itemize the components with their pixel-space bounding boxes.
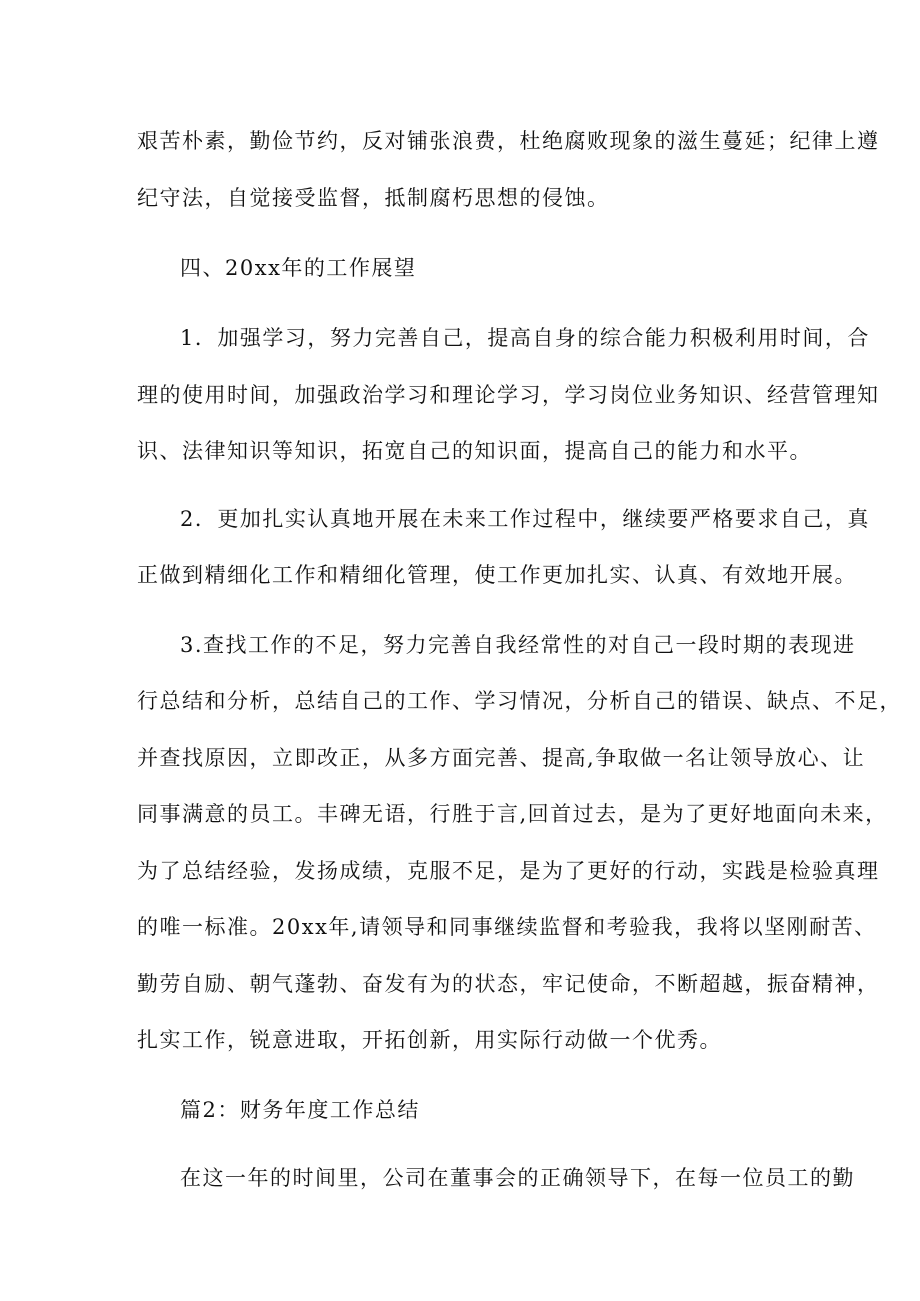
text-line: 扎实工作，锐意进取，开拓创新，用实际行动做一个优秀。 <box>137 1028 722 1052</box>
text-line: 为了总结经验，发扬成绩，克服不足，是为了更好的行动，实践是检验真理 <box>137 859 880 883</box>
text-line: 1．加强学习，努力完善自己，提高自身的综合能力积极利用时间，合 <box>180 326 870 350</box>
text-line: 在这一年的时间里，公司在董事会的正确领导下，在每一位员工的勤 <box>180 1166 855 1190</box>
section-heading: 篇2：财务年度工作总结 <box>180 1098 420 1122</box>
text-line: 2．更加扎实认真地开展在未来工作过程中，继续要严格要求自己，真 <box>180 507 870 531</box>
text-line: 3.查找工作的不足，努力完善自我经常性的对自己一段时期的表现进 <box>180 633 856 657</box>
text-line: 纪守法，自觉接受监督，抵制腐朽思想的侵蚀。 <box>137 186 610 210</box>
text-line: 艰苦朴素，勤俭节约，反对铺张浪费，杜绝腐败现象的滋生蔓延；纪律上遵 <box>137 129 880 153</box>
text-line: 理的使用时间，加强政治学习和理论学习，学习岗位业务知识、经营管理知 <box>137 383 880 407</box>
text-line: 同事满意的员工。丰碑无语，行胜于言,回首过去，是为了更好地面向未来， <box>137 802 888 826</box>
text-line: 识、法律知识等知识，拓宽自己的知识面，提高自己的能力和水平。 <box>137 439 812 463</box>
text-line: 的唯一标准。20xx年,请领导和同事继续监督和考验我，我将以坚刚耐苦、 <box>137 915 877 939</box>
text-line: 勤劳自励、朝气蓬勃、奋发有为的状态，牢记使命，不断超越，振奋精神， <box>137 972 880 996</box>
text-line: 并查找原因，立即改正，从多方面完善、提高,争取做一名让领导放心、让 <box>137 746 866 770</box>
text-line: 行总结和分析，总结自己的工作、学习情况，分析自己的错误、缺点、不足， <box>137 689 902 713</box>
text-line: 正做到精细化工作和精细化管理，使工作更加扎实、认真、有效地开展。 <box>137 563 857 587</box>
section-heading: 四、20xx年的工作展望 <box>180 256 417 280</box>
